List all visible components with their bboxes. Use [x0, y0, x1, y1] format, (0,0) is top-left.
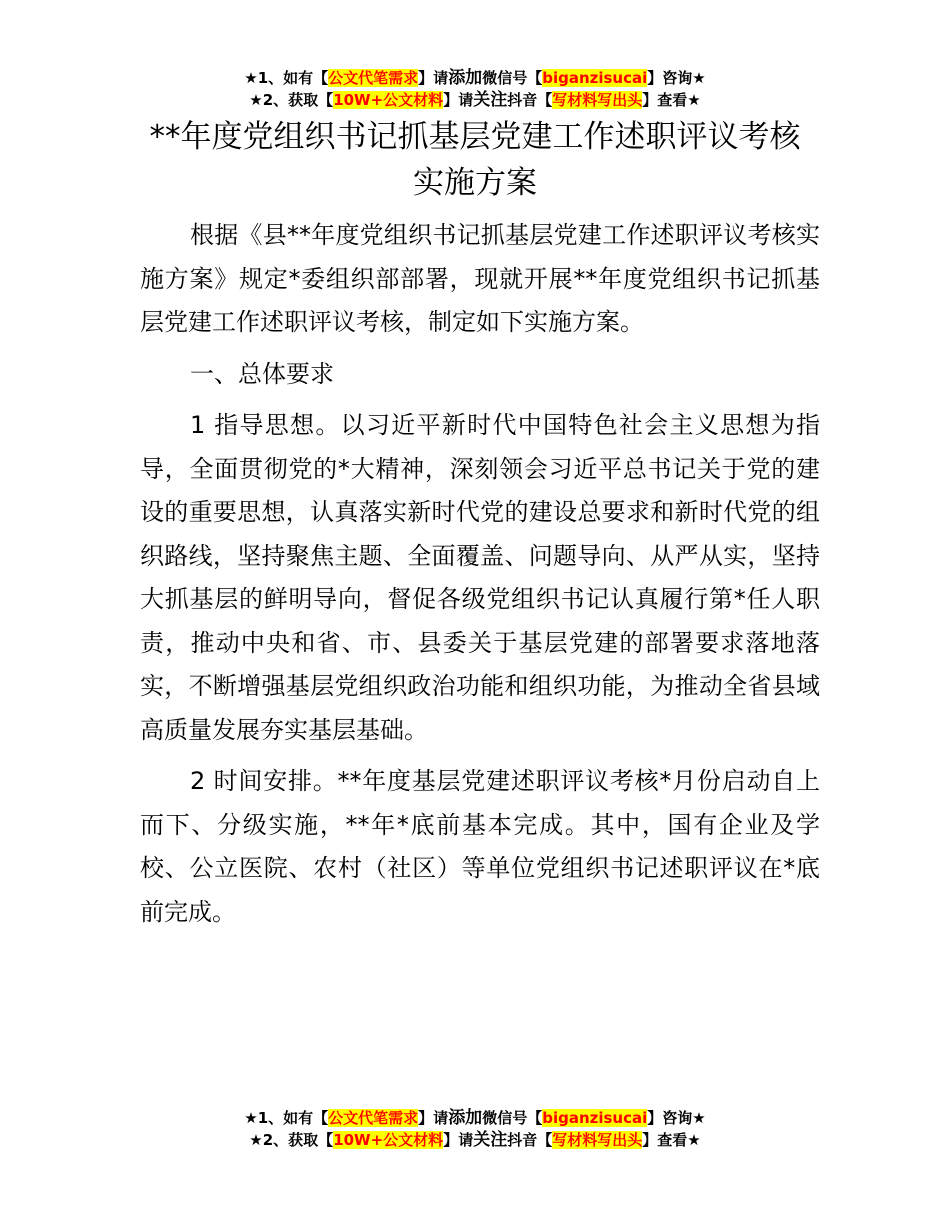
- promo-text: 】请: [418, 69, 449, 87]
- promo-text: 】请: [418, 1109, 449, 1127]
- section-heading: 一、总体要求: [190, 359, 334, 388]
- document-title: **年度党组织书记抓基层党建工作述职评议考核实施方案: [149, 119, 801, 201]
- bottom-promo-banner: [0, 1107, 950, 1151]
- promo-highlight: 写材料写出头: [552, 1131, 643, 1149]
- promo-text: ★1、如有【: [244, 1109, 329, 1127]
- promo-text: 微信号【: [482, 69, 543, 87]
- promo-highlight: biganzisucai: [542, 1109, 648, 1127]
- promo-text: 抖音【: [507, 91, 553, 109]
- guiding-thought-paragraph: 1 指导思想。以习近平新时代中国特色社会主义思想为指导，全面贯彻党的*大精神，深刻领会习近平总书记关于党的建设的重要思想，认真落实新时代党的建设总要求和新时代党的组织路线，坚持聚焦主题、全面覆盖、问题导向、从严从实，坚持大抓基层的鲜明导向，督促各级党组织书记认真履行第*任人职责，推动中央和省、市、县委关于基层党建的部署要求落地落实，不断增强基层党组织政治功能和组织功能，为推动全省县域高质量发展夯实基层基础。: [140, 411, 820, 744]
- promo-text: ★2、获取【: [249, 1131, 334, 1149]
- promo-emphasis: 关注: [473, 90, 508, 110]
- promo-emphasis: 关注: [473, 1130, 508, 1150]
- promo-text: 抖音【: [507, 1131, 553, 1149]
- promo-text: 】请: [443, 1131, 474, 1149]
- promo-text: 】查看★: [642, 1131, 701, 1149]
- intro-paragraph: 根据《县**年度党组织书记抓基层党建工作述职评议考核实施方案》规定*委组织部部署，现就开展**年度党组织书记抓基层党建工作述职评议考核，制定如下实施方案。: [140, 221, 820, 336]
- promo-text: ★1、如有【: [244, 69, 329, 87]
- promo-emphasis: 添加: [448, 68, 483, 88]
- promo-line-2: [0, 89, 950, 111]
- promo-emphasis: 添加: [448, 1108, 483, 1128]
- schedule-paragraph: 2 时间安排。**年度基层党建述职评议考核*月份启动自上而下、分级实施，**年*底前基本完成。其中，国有企业及学校、公立医院、农村（社区）等单位党组织书记述职评议在*底前完成。: [140, 767, 820, 926]
- promo-text: 】查看★: [642, 91, 701, 109]
- promo-text: 】请: [443, 91, 474, 109]
- top-promo-banner: [0, 67, 950, 111]
- document-body: [140, 214, 820, 942]
- promo-line-2: [0, 1129, 950, 1151]
- promo-line-1: [0, 67, 950, 89]
- promo-highlight: 写材料写出头: [552, 91, 643, 109]
- promo-text: ★2、获取【: [249, 91, 334, 109]
- promo-highlight: biganzisucai: [542, 69, 648, 87]
- promo-text: 微信号【: [482, 1109, 543, 1127]
- promo-highlight: 10W+公文材料: [333, 91, 444, 109]
- promo-highlight: 公文代笔需求: [328, 1109, 419, 1127]
- promo-highlight: 公文代笔需求: [328, 69, 419, 87]
- promo-text: 】咨询★: [647, 1109, 706, 1127]
- promo-highlight: 10W+公文材料: [333, 1131, 444, 1149]
- promo-line-1: [0, 1107, 950, 1129]
- promo-text: 】咨询★: [647, 69, 706, 87]
